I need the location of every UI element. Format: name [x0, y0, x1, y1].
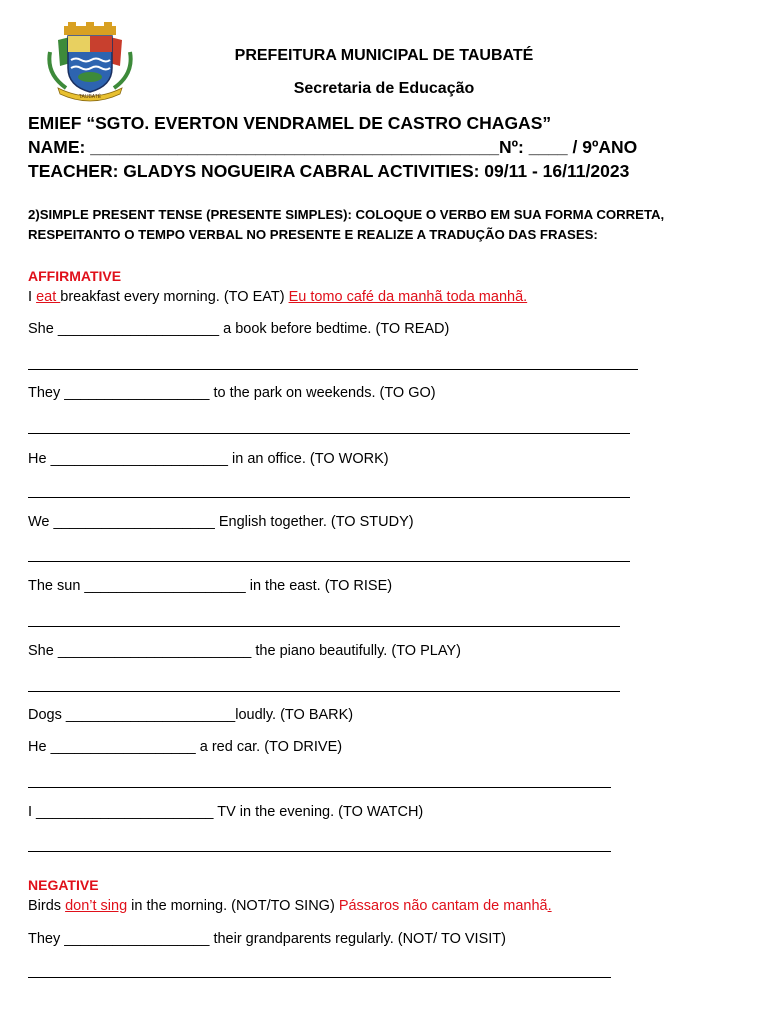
example-rest: in the morning. (NOT/TO SING): [127, 898, 339, 914]
example-verb: don’t sing: [65, 898, 128, 914]
example-rest: breakfast every morning. (TO EAT): [60, 289, 289, 305]
negative-label: NEGATIVE: [28, 877, 99, 893]
example-translation: Pássaros não cantam de manhã: [338, 898, 548, 914]
affirmative-label: AFFIRMATIVE: [28, 268, 122, 284]
exercise-sentence[interactable]: He ______________________ in an office. (TO WORK): [28, 451, 389, 467]
seal-motto: TAUBATÉ: [78, 94, 102, 100]
exercise-sentence[interactable]: She ________________________ the piano beautifully. (TO PLAY): [28, 643, 461, 659]
student-name-line[interactable]: NAME: __________________________________________Nº: ____ / 9ºANO: [28, 137, 638, 157]
translation-line[interactable]: [28, 433, 630, 434]
example-translation-period: .: [547, 898, 552, 914]
school-name: EMIEF “SGTO. EVERTON VENDRAMEL DE CASTRO CHAGAS”: [28, 113, 552, 133]
exercise-sentence[interactable]: He __________________ a red car. (TO DRIVE): [28, 739, 343, 755]
translation-line[interactable]: [28, 561, 630, 562]
instructions-line-1: 2)SIMPLE PRESENT TENSE (PRESENTE SIMPLES): COLOQUE O VERBO EM SUA FORMA CORRETA,: [28, 207, 665, 222]
exercise-sentence[interactable]: We ____________________ English together. (TO STUDY): [28, 514, 414, 530]
exercise-sentence[interactable]: They __________________ their grandparents regularly. (NOT/ TO VISIT): [28, 931, 506, 947]
example-verb: eat: [36, 289, 61, 305]
example-subject: Birds: [28, 898, 66, 914]
teacher-activities-line: TEACHER: GLADYS NOGUEIRA CABRAL ACTIVITIES: 09/11 - 16/11/2023: [28, 161, 630, 181]
example-translation: Eu tomo café da manhã toda manhã.: [288, 289, 528, 305]
translation-line[interactable]: [28, 626, 620, 627]
translation-line[interactable]: [28, 851, 611, 852]
exercise-sentence[interactable]: Dogs _____________________loudly. (TO BARK): [28, 707, 354, 723]
translation-line[interactable]: [28, 787, 611, 788]
exercise-sentence[interactable]: She ____________________ a book before bedtime. (TO READ): [28, 321, 450, 337]
instructions-line-2: RESPEITANTO O TEMPO VERBAL NO PRESENTE E REALIZE A TRADUÇÃO DAS FRASES:: [28, 227, 598, 242]
translation-line[interactable]: [28, 691, 620, 692]
exercise-sentence[interactable]: They __________________ to the park on weekends. (TO GO): [28, 385, 436, 401]
translation-line[interactable]: [28, 497, 630, 498]
exercise-sentence[interactable]: The sun ____________________ in the east. (TO RISE): [28, 578, 393, 594]
translation-line[interactable]: [28, 977, 611, 978]
exercise-sentence[interactable]: I ______________________ TV in the evening. (TO WATCH): [28, 804, 424, 820]
example-subject: I: [28, 289, 37, 305]
affirmative-example: [28, 289, 527, 305]
translation-line[interactable]: [28, 369, 638, 370]
department-title: Secretaria de Educação: [293, 80, 475, 97]
negative-example: [28, 898, 552, 914]
city-hall-title: PREFEITURA MUNICIPAL DE TAUBATÉ: [234, 47, 534, 64]
